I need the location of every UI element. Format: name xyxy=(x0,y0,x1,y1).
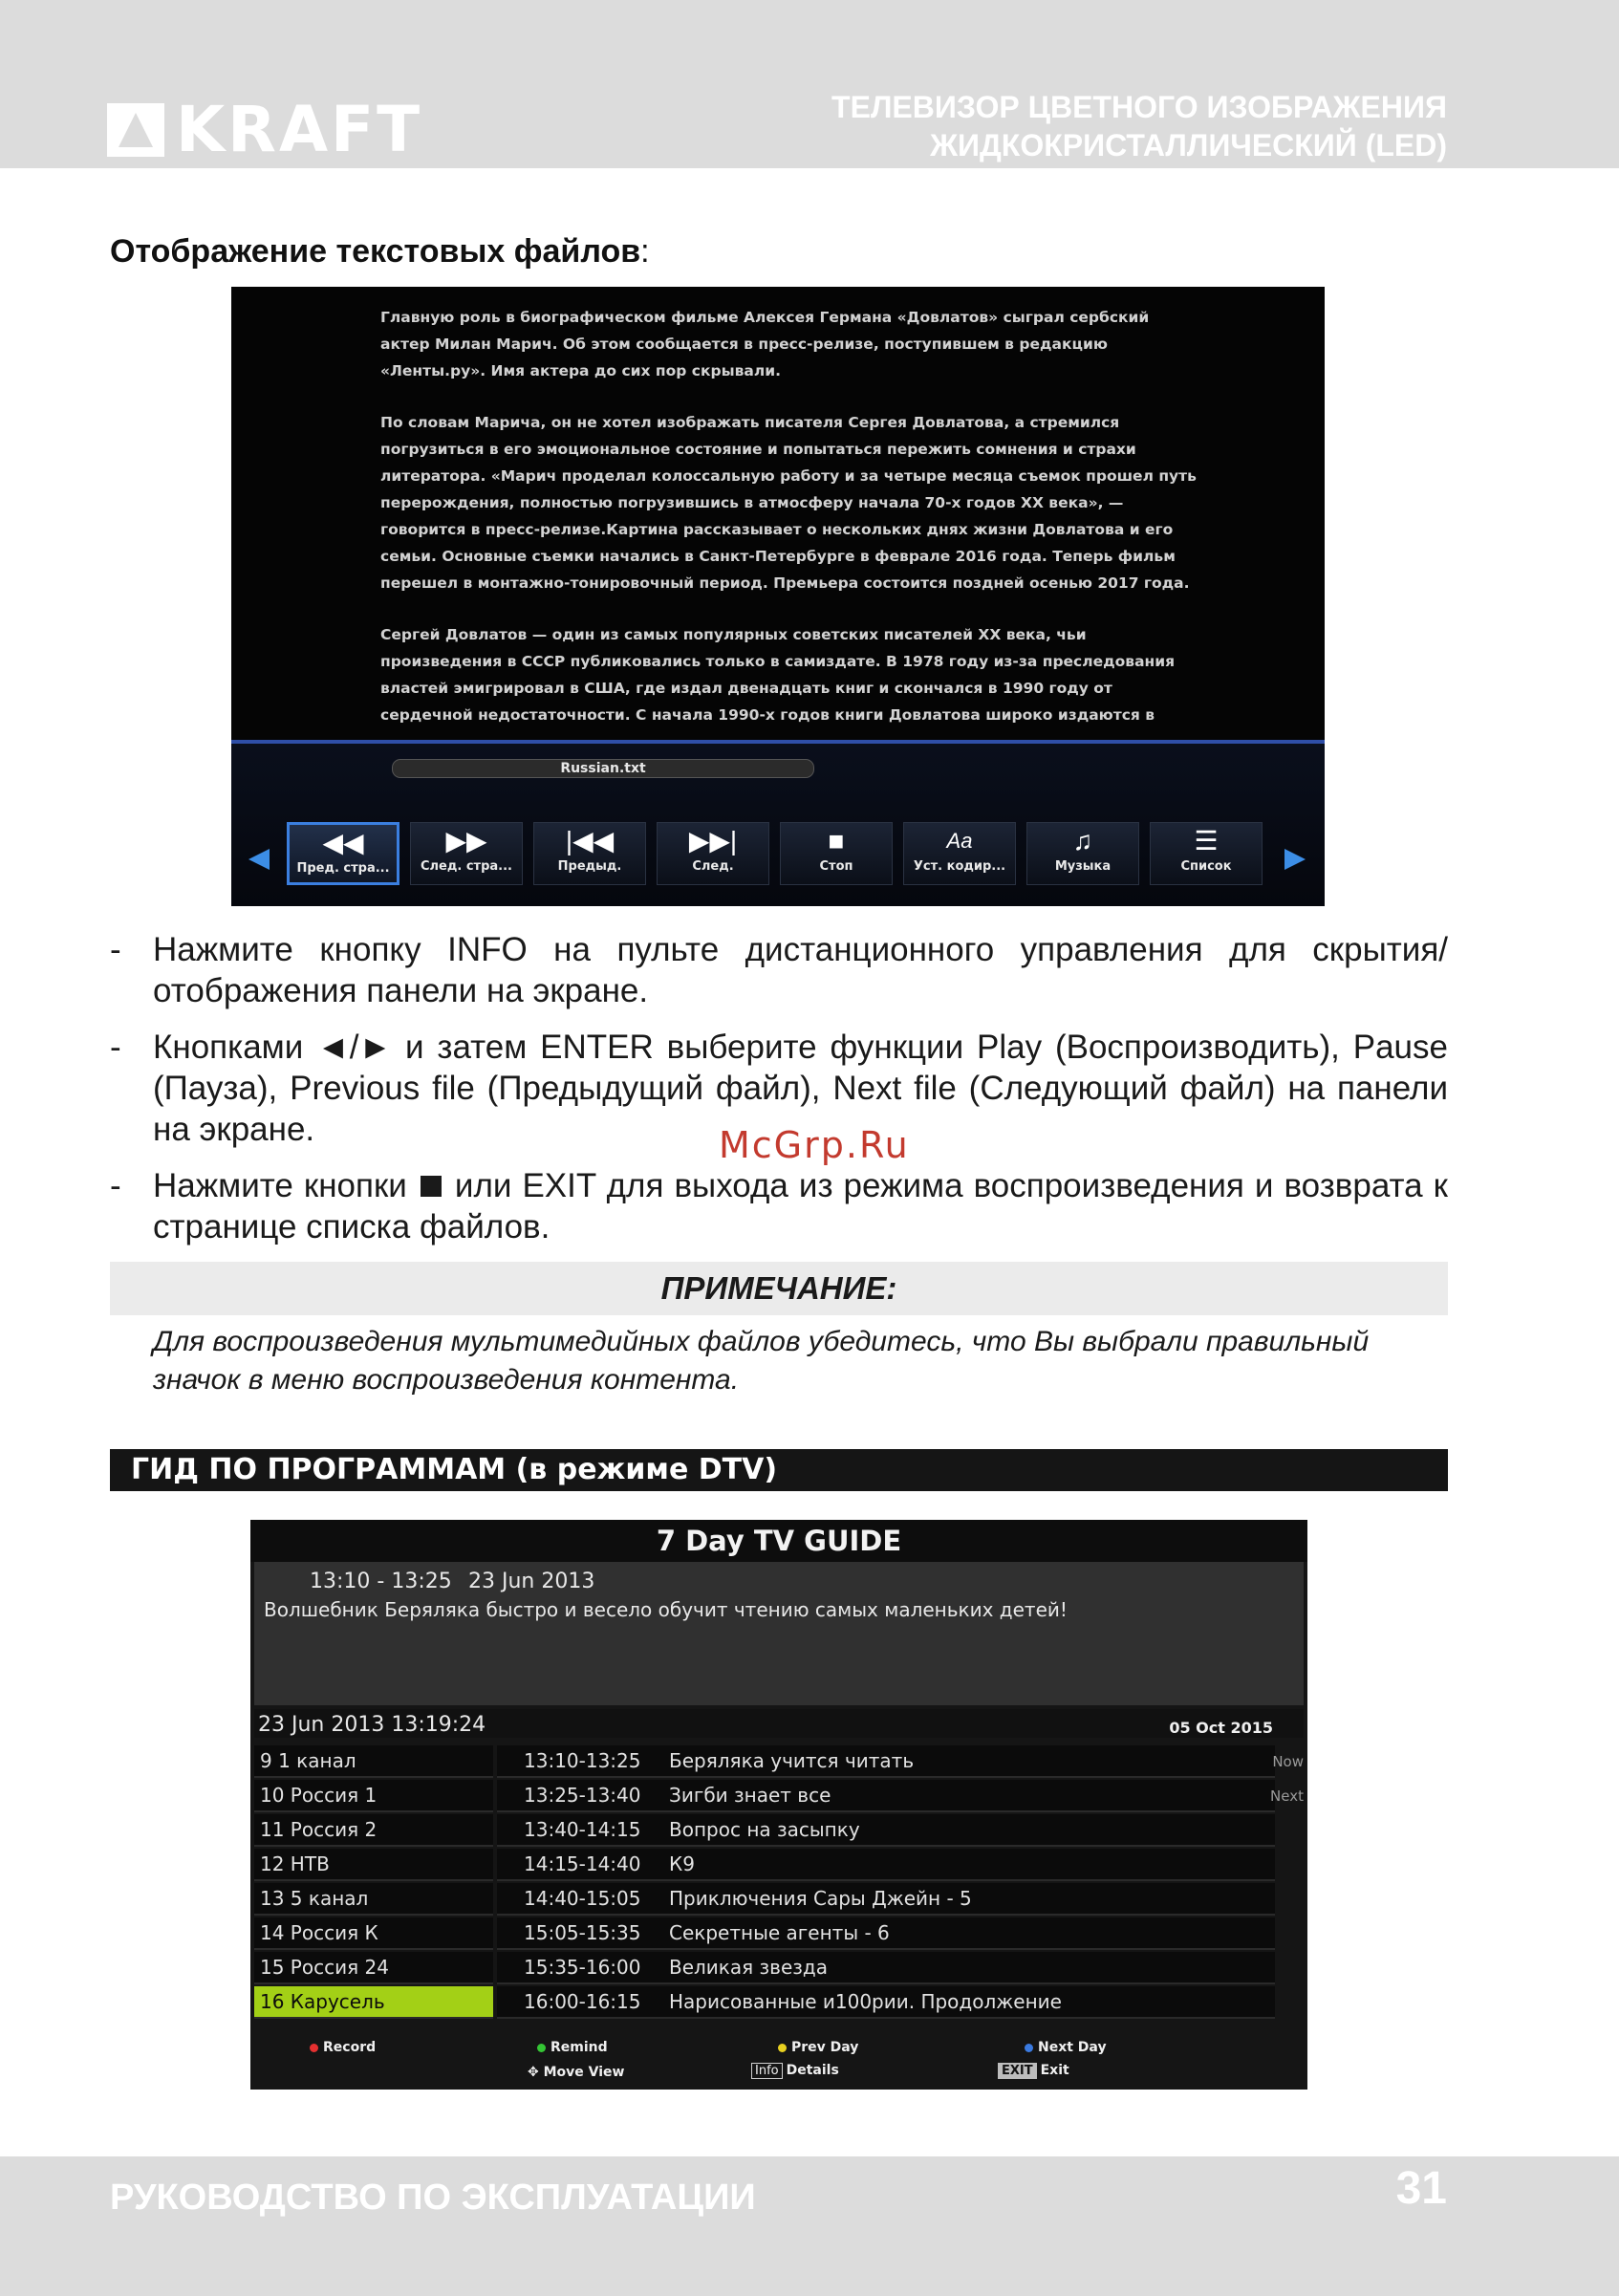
section-heading-colon: : xyxy=(640,233,650,270)
record-key[interactable] xyxy=(310,2040,376,2055)
viewer-text-area xyxy=(380,304,1202,753)
music-note-icon: ♫ xyxy=(1072,826,1093,856)
move-view-key[interactable] xyxy=(528,2065,624,2080)
program-description: Волшебник Беряляка быстро и весело обучит чтению самых маленьких детей! xyxy=(264,1598,1068,1621)
event-time: 14:40-15:05 xyxy=(524,1887,641,1910)
details-key[interactable] xyxy=(751,2063,839,2079)
event-row[interactable] xyxy=(497,1814,1275,1847)
prev-page-label: Пред. стра... xyxy=(296,861,390,876)
skip-back-icon: |◀◀ xyxy=(565,826,615,856)
event-name: Вопрос на засыпку xyxy=(669,1818,860,1841)
move-view-label: Move View xyxy=(543,2065,625,2080)
music-label: Музыка xyxy=(1054,859,1112,874)
font-encoding-icon: Aa xyxy=(946,829,973,853)
tv-guide-title: 7 Day TV GUIDE xyxy=(250,1520,1307,1562)
exit-key-icon: EXIT xyxy=(998,2063,1037,2079)
next-file-button[interactable] xyxy=(657,822,769,885)
event-time: 15:35-16:00 xyxy=(524,1956,641,1979)
event-name: Зигби знает все xyxy=(669,1784,831,1807)
event-name: Беряляка учится читать xyxy=(669,1749,915,1772)
viewer-paragraph-3: Сергей Довлатов — один из самых популярных советских писателей XX века, чьи произведения в СССР публиковались только в самиздате. В 1978 году из-за преследования властей эмигрировал в США, где издал двенадцать книг и скончался в 1990 году от сердечной недостаточности. С начала 1990-х годов книги Довлатова широко издаются в xyxy=(380,626,1176,724)
instruction-item-3: - Нажмите кнопки или EXIT для выхода из режима воспроизведения и возврата к странице списка файлов. xyxy=(110,1167,1448,1245)
instruction-item-1: - Нажмите кнопку INFO на пульте дистанционного управления для скрытия/отображения панели на экране. xyxy=(110,931,1448,1009)
kraft-logo xyxy=(107,93,423,166)
remind-label: Remind xyxy=(550,2040,608,2055)
details-label: Details xyxy=(786,2063,839,2078)
tv-guide-screenshot xyxy=(250,1520,1307,2090)
event-row[interactable] xyxy=(497,1917,1275,1950)
viewer-paragraph-2: По словам Марича, он не хотел изображать писателя Сергея Довлатова, а стремился погрузиться в его эмоциональное состояние и попытаться пережить сомнения и страхи литератора. «Марич проделал колоссальную работу и за четыре месяца съемок прошел путь перерождения, полностью погрузившись в атмосферу начала 70-х годов XX века», — говорится в пресс-релизе.Картина рассказывает о нескольких днях жизни Довлатова и его семьи. Основные съемки начались в Санкт-Петербурге в феврале 2016 года. Теперь фильм перешел в монтажно-тонировочный период. Премьера состоится поздней осенью 2017 года. xyxy=(380,414,1197,592)
channel-row[interactable]: 14 Россия К xyxy=(254,1917,493,1950)
next-file-label: След. xyxy=(692,859,734,874)
header-title-line-2: ЖИДКОКРИСТАЛЛИЧЕСКИЙ (LED) xyxy=(930,128,1447,162)
exit-label: Exit xyxy=(1040,2063,1069,2078)
now-label: Now xyxy=(1272,1753,1304,1770)
next-page-label: След. стра... xyxy=(421,859,512,874)
channel-row[interactable]: 10 Россия 1 xyxy=(254,1780,493,1812)
event-time: 15:05-15:35 xyxy=(524,1921,641,1944)
channel-row-selected[interactable]: 16 Карусель xyxy=(254,1986,493,2019)
viewer-paragraph-1: Главную роль в биографическом фильме Алексея Германа «Довлатов» сыграл сербский актер Милан Марич. Об этом сообщается в пресс-релизе, поступившем в редакцию «Ленты.ру». Имя актера до сих пор скрывали. xyxy=(380,309,1150,379)
list-button[interactable] xyxy=(1150,822,1263,885)
stop-button[interactable] xyxy=(780,822,893,885)
current-time: 23 Jun 2013 13:19:24 xyxy=(258,1713,486,1737)
remind-key[interactable] xyxy=(537,2040,608,2055)
program-date: 23 Jun 2013 xyxy=(468,1570,595,1593)
event-name: Нарисованные и100рии. Продолжение xyxy=(669,1990,1062,2013)
section-heading-text: Отображение текстовых файлов xyxy=(110,233,641,270)
next-day-label: Next Day xyxy=(1038,2040,1107,2055)
next-page-button[interactable] xyxy=(410,822,523,885)
header-title-line-1: ТЕЛЕВИЗОР ЦВЕТНОГО ИЗОБРАЖЕНИЯ xyxy=(831,90,1447,124)
note-text: Для воспроизведения мультимедийных файлов убедитесь, что Вы выбрали правильный значок в меню воспроизведения контента. xyxy=(153,1326,1370,1396)
event-row[interactable] xyxy=(497,1952,1275,1984)
fast-forward-icon: ▶▶ xyxy=(445,826,487,856)
event-time: 13:25-13:40 xyxy=(524,1784,641,1807)
previous-file-button[interactable] xyxy=(533,822,646,885)
music-button[interactable] xyxy=(1026,822,1139,885)
event-name: Приключения Сары Джейн - 5 xyxy=(669,1887,972,1910)
skip-forward-icon: ▶▶| xyxy=(688,826,738,856)
panel-scroll-right-icon[interactable] xyxy=(1284,849,1306,870)
next-day-key[interactable] xyxy=(1025,2040,1107,2055)
rewind-icon: ◀◀ xyxy=(322,828,364,857)
prev-page-button[interactable] xyxy=(287,822,399,885)
record-label: Record xyxy=(323,2040,377,2055)
page-number: 31 xyxy=(1395,2163,1447,2214)
next-label: Next xyxy=(1270,1787,1304,1805)
directional-arrows-icon: ✥ xyxy=(528,2065,544,2080)
filename-bar: Russian.txt xyxy=(392,759,814,778)
event-row[interactable] xyxy=(497,1780,1275,1812)
instruction-text-1: Нажмите кнопку INFO на пульте дистанционного управления для скрытия/отображения панели на экране. xyxy=(153,931,1448,1009)
event-row[interactable] xyxy=(497,1986,1275,2019)
exit-key[interactable] xyxy=(998,2063,1069,2079)
previous-file-label: Предыд. xyxy=(557,859,622,874)
section-heading-text-files xyxy=(110,233,650,271)
watermark: McGrp.Ru xyxy=(719,1124,910,1166)
instruction-text-3a: Нажмите кнопки xyxy=(153,1167,407,1204)
instruction-text-2: Кнопками ◄/► и затем ENTER выберите функции Play (Воспроизводить), Pause (Пауза), Previous file (Предыдущий файл), Next file (Следующий файл) на панели на экране. xyxy=(153,1029,1448,1148)
instructions-list xyxy=(110,929,1448,1263)
instruction-item-2: - Кнопками ◄/► и затем ENTER выберите функции Play (Воспроизводить), Pause (Пауза), Previous file (Предыдущий файл), Next file (Следующий файл) на панели на экране. xyxy=(110,1029,1448,1148)
event-name: Секретные агенты - 6 xyxy=(669,1921,890,1944)
event-time: 16:00-16:15 xyxy=(524,1990,641,2013)
brand-name: KRAFT xyxy=(176,93,423,166)
event-row[interactable] xyxy=(497,1849,1275,1881)
yellow-dot-icon xyxy=(778,2044,787,2052)
list-label: Список xyxy=(1180,859,1232,874)
red-dot-icon xyxy=(310,2044,318,2052)
stop-square-icon xyxy=(421,1176,442,1197)
event-name: К9 xyxy=(669,1852,695,1875)
info-key-icon: Info xyxy=(751,2063,783,2079)
note-heading: ПРИМЕЧАНИЕ: xyxy=(110,1262,1448,1315)
encoding-label: Уст. кодир... xyxy=(913,859,1006,874)
event-time: 13:40-14:15 xyxy=(524,1818,641,1841)
green-dot-icon xyxy=(537,2044,546,2052)
blue-dot-icon xyxy=(1025,2044,1033,2052)
event-time: 14:15-14:40 xyxy=(524,1852,641,1875)
event-row[interactable] xyxy=(497,1883,1275,1916)
control-panel xyxy=(231,744,1325,906)
prev-day-key[interactable] xyxy=(778,2040,858,2055)
stop-label: Стоп xyxy=(819,859,853,874)
instruction-text-3b: или EXIT для выхода из режима воспроизведения и возврата к странице списка файлов. xyxy=(153,1167,1448,1245)
footer-title: РУКОВОДСТВО ПО ЭКСПЛУАТАЦИИ xyxy=(110,2177,756,2218)
event-name: Великая звезда xyxy=(669,1956,828,1979)
channel-row[interactable]: 9 1 канал xyxy=(254,1745,493,1778)
prev-day-label: Prev Day xyxy=(791,2040,859,2055)
channel-row[interactable]: 12 НТВ xyxy=(254,1849,493,1881)
section-heading-tv-guide: ГИД ПО ПРОГРАММАМ (в режиме DTV) xyxy=(110,1449,1448,1491)
channel-row[interactable]: 11 Россия 2 xyxy=(254,1814,493,1847)
kraft-logo-mark-icon xyxy=(107,103,164,157)
stop-icon: ■ xyxy=(828,826,845,856)
event-row[interactable] xyxy=(497,1745,1275,1778)
text-viewer-screenshot xyxy=(231,287,1325,906)
event-time: 13:10-13:25 xyxy=(524,1749,641,1772)
program-time: 13:10 - 13:25 xyxy=(310,1570,452,1593)
channel-row[interactable]: 13 5 канал xyxy=(254,1883,493,1916)
panel-scroll-left-icon[interactable] xyxy=(248,849,270,870)
header-title xyxy=(831,88,1447,164)
guide-date: 05 Oct 2015 xyxy=(1169,1719,1273,1737)
list-icon: ☰ xyxy=(1194,826,1219,856)
channel-row[interactable]: 15 Россия 24 xyxy=(254,1952,493,1984)
encoding-button[interactable] xyxy=(903,822,1016,885)
